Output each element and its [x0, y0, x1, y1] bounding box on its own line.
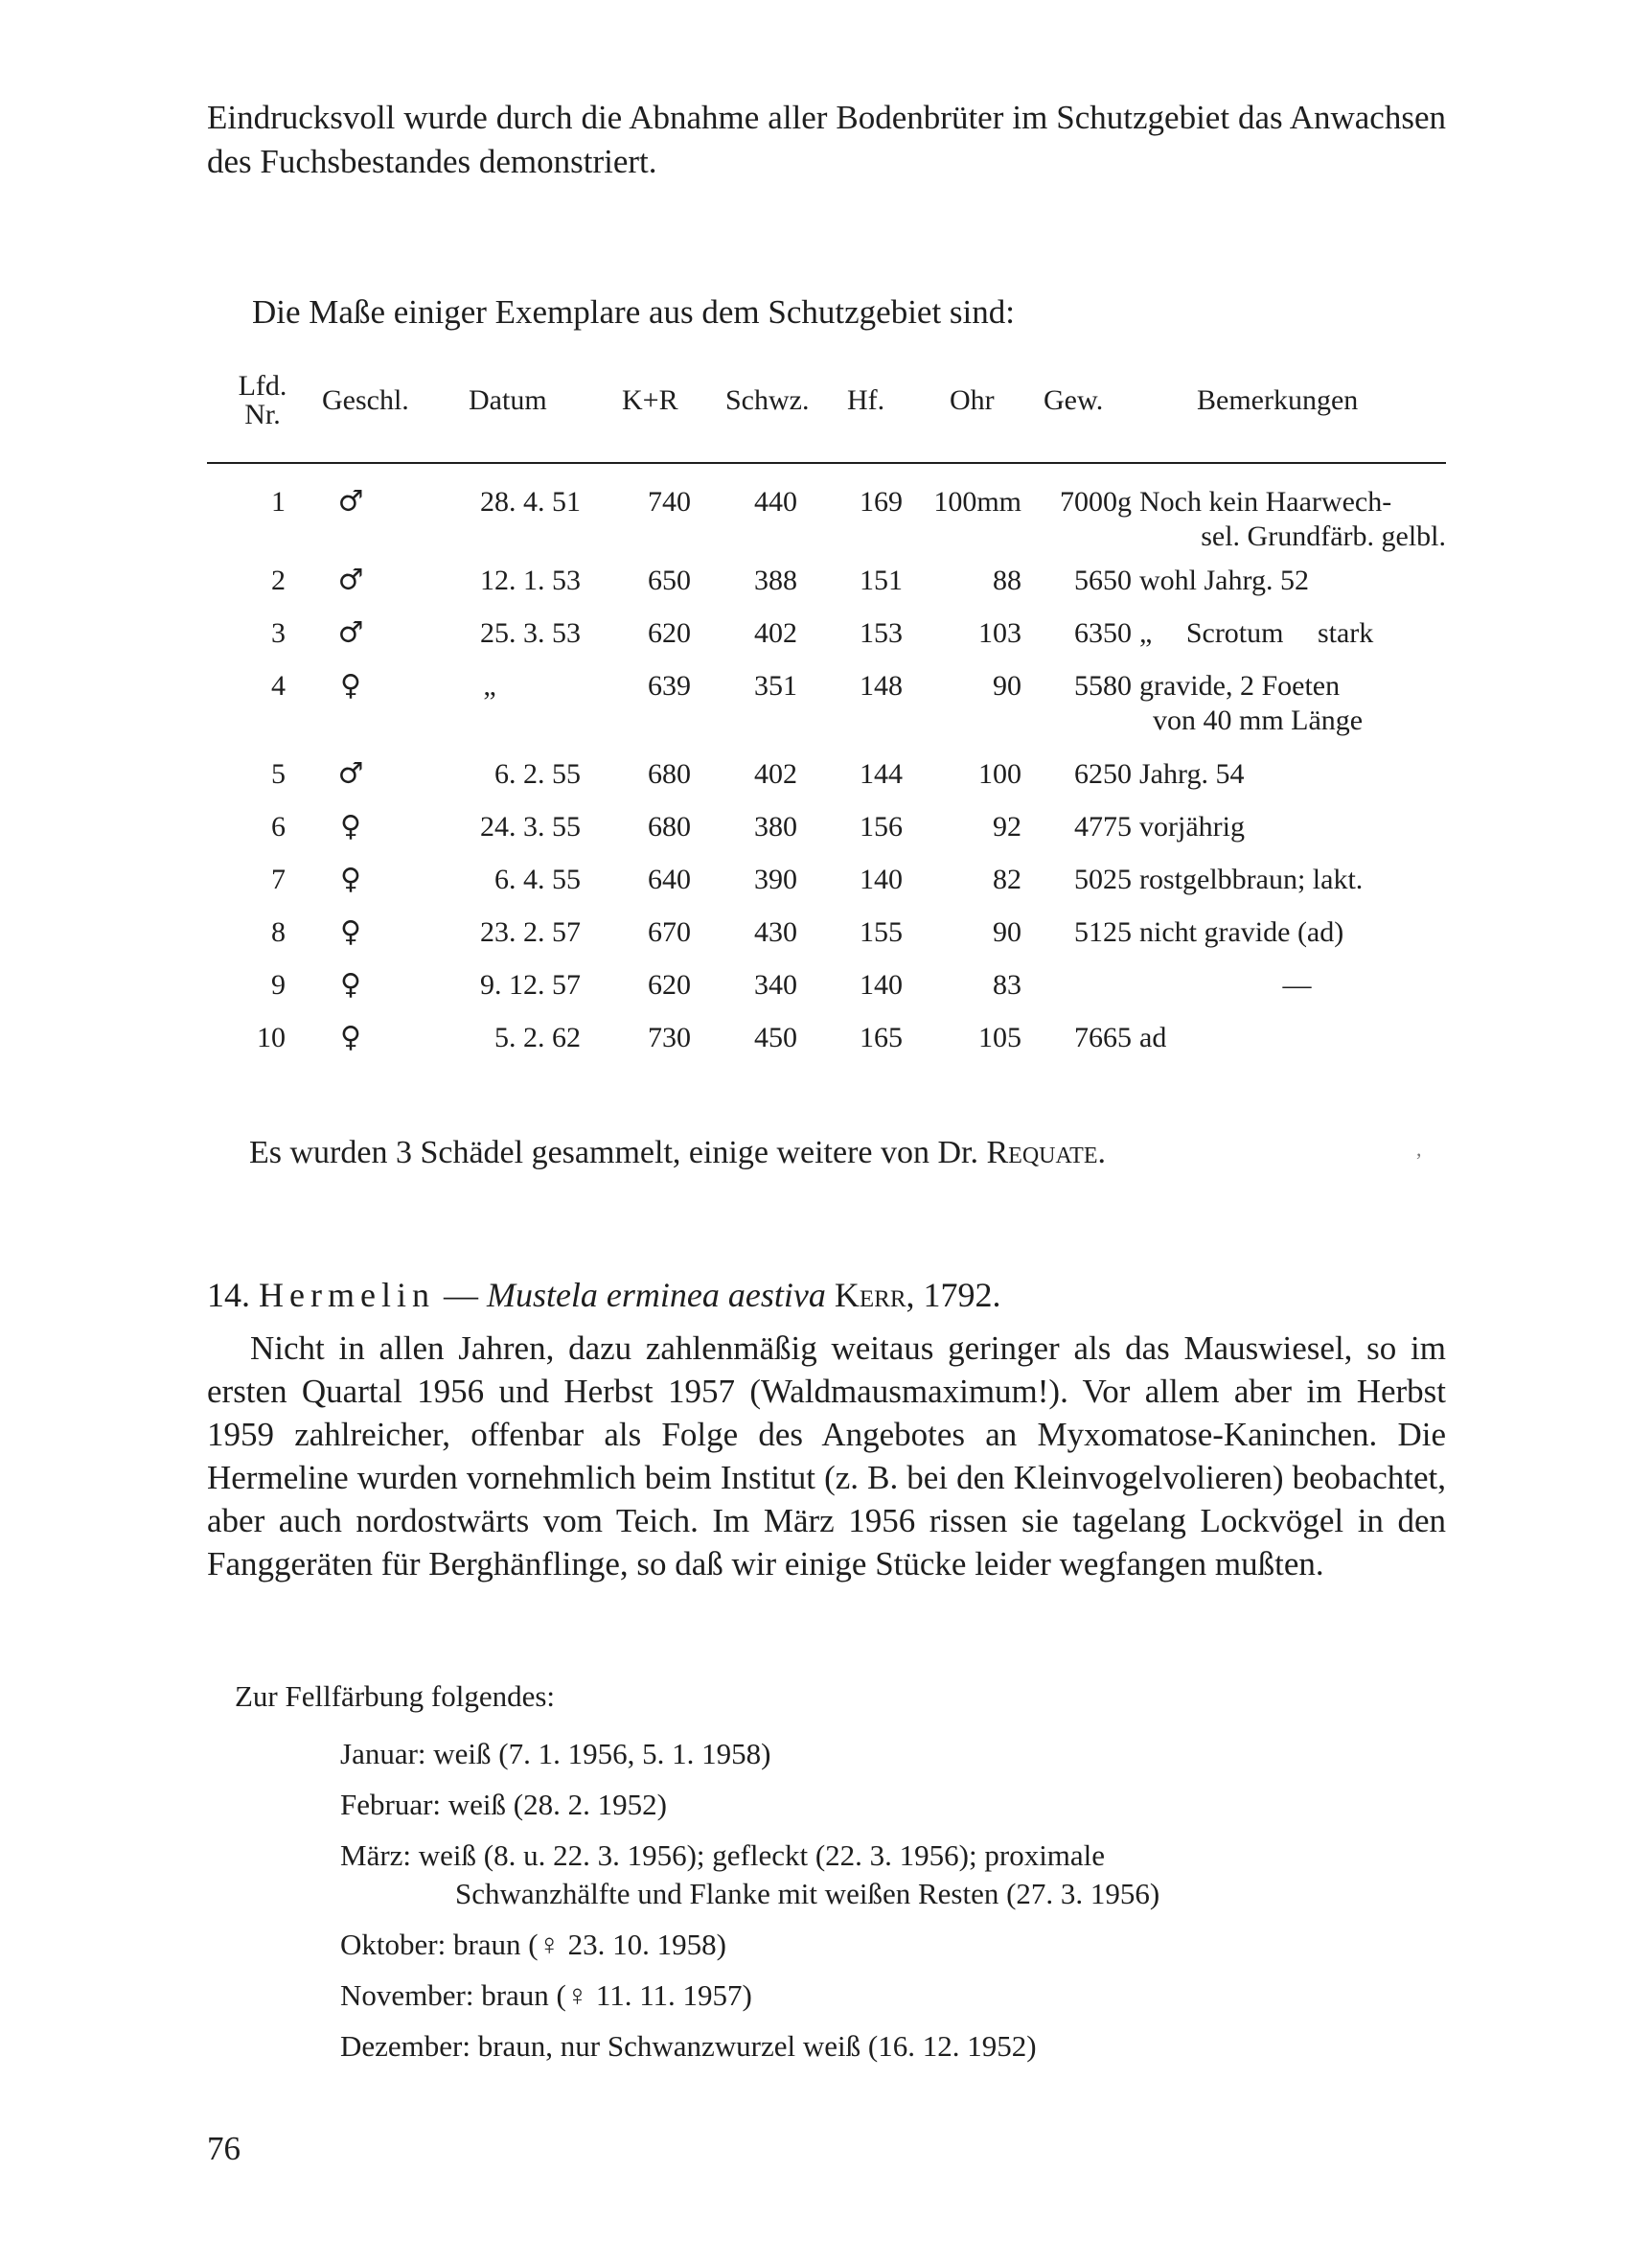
cell-date: 5. 2. 62: [494, 1022, 581, 1053]
header-date: Datum: [469, 384, 547, 416]
intro-paragraph: Eindrucksvoll wurde durch die Abnahme aller Bodenbrüter im Schutzgebiet das Anwachsen des Fuchsbestandes demonstriert.: [207, 99, 1446, 180]
cell-gew: 5025: [1074, 864, 1132, 895]
cell-kr: 730: [648, 1022, 691, 1053]
cell-remarks: nicht gravide (ad): [1139, 916, 1344, 948]
cell-nr: 3: [271, 617, 286, 649]
stray-mark: ,: [1416, 1137, 1422, 1161]
header-lfd-line2: Nr.: [244, 399, 281, 430]
list-item: [340, 1926, 1442, 1964]
cell-kr: 680: [648, 758, 691, 790]
cell-sex: ♀: [340, 863, 361, 896]
cell-schwz: 440: [754, 486, 797, 518]
table-row: [207, 968, 1446, 1021]
cell-nr: 7: [271, 864, 286, 895]
cell-schwz: 390: [754, 864, 797, 895]
header-bem: Bemerkungen: [1197, 384, 1359, 416]
cell-schwz: 402: [754, 758, 797, 790]
collector-name: Requate: [986, 1135, 1098, 1170]
cell-nr: 5: [271, 758, 286, 790]
cell-remarks: Jahrg. 54: [1139, 758, 1245, 790]
cell-nr: 10: [257, 1022, 286, 1053]
list-item: [340, 1976, 1442, 2015]
cell-schwz: 450: [754, 1022, 797, 1053]
cell-nr: 6: [271, 811, 286, 843]
cell-sex: ♀: [340, 669, 361, 703]
header-sex: Geschl.: [322, 384, 409, 416]
table-row: [207, 757, 1446, 810]
list-item-text: Oktober: braun (♀ 23. 10. 1958): [340, 1928, 726, 1961]
table-title: Die Maße einiger Exemplare aus dem Schutzgebiet sind:: [252, 293, 1015, 331]
list-item-text: Dezember: braun, nur Schwanzwurzel weiß (16. 12. 1952): [340, 2029, 1037, 2063]
cell-gew: 4775: [1074, 811, 1132, 843]
cell-hf: 140: [860, 969, 903, 1001]
cell-ohr: 82: [993, 864, 1021, 895]
table-row: [207, 915, 1446, 968]
cell-sex: ♂: [337, 757, 364, 791]
cell-date: 6. 4. 55: [494, 864, 581, 895]
table-row: [207, 616, 1446, 669]
cell-hf: 144: [860, 758, 903, 790]
cell-date: 25. 3. 53: [480, 617, 581, 649]
header-hf: Hf.: [847, 384, 885, 416]
cell-ohr: 92: [993, 811, 1021, 843]
table-row: [207, 863, 1446, 915]
cell-kr: 670: [648, 916, 691, 948]
remark-line-1: Noch kein Haarwech-: [1139, 486, 1392, 518]
cell-kr: 620: [648, 617, 691, 649]
header-gew: Gew.: [1044, 384, 1104, 416]
cell-gew: 5580: [1074, 670, 1132, 702]
remark-line-1: gravide, 2 Foeten: [1139, 670, 1341, 702]
cell-sex: ♂: [337, 616, 364, 650]
cell-date: 12. 1. 53: [480, 565, 581, 596]
cell-hf: 156: [860, 811, 903, 843]
cell-gew: —: [1282, 969, 1312, 1001]
cell-kr: 640: [648, 864, 691, 895]
cell-ohr: 105: [978, 1022, 1021, 1053]
cell-schwz: 388: [754, 565, 797, 596]
cell-nr: 1: [271, 486, 286, 518]
cell-schwz: 340: [754, 969, 797, 1001]
cell-gew: 5650: [1074, 565, 1132, 596]
cell-sex: ♂: [337, 485, 364, 519]
list-item-text: März: weiß (8. u. 22. 3. 1956); gefleckt (22. 3. 1956); proximale: [340, 1838, 1106, 1872]
cell-schwz: 402: [754, 617, 797, 649]
cell-hf: 165: [860, 1022, 903, 1053]
list-item: [340, 1735, 1442, 1773]
cell-kr: 680: [648, 811, 691, 843]
section-heading: [207, 1273, 1001, 1317]
remark-line-2: sel. Grundfärb. gelbl.: [1201, 520, 1446, 552]
cell-ohr: 83: [993, 969, 1021, 1001]
section-number: 14.: [207, 1276, 250, 1314]
cell-remarks: [1139, 669, 1446, 738]
cell-nr: 2: [271, 565, 286, 596]
cell-kr: 639: [648, 670, 691, 702]
list-item-text: Januar: weiß (7. 1. 1956, 5. 1. 1958): [340, 1737, 771, 1770]
cell-gew: 7000g: [1060, 486, 1132, 518]
cell-hf: 140: [860, 864, 903, 895]
table-row: [207, 1021, 1446, 1074]
header-ohr: Ohr: [950, 384, 995, 416]
cell-ohr: 88: [993, 565, 1021, 596]
table-header: [207, 357, 1446, 464]
table-row: [207, 564, 1446, 616]
cell-date: „: [483, 670, 496, 702]
table-body: [207, 485, 1446, 1074]
cell-hf: 148: [860, 670, 903, 702]
cell-sex: ♂: [337, 564, 364, 597]
cell-sex: ♀: [340, 810, 361, 843]
remark-line-2: von 40 mm Länge: [1153, 705, 1364, 736]
cell-remarks: wohl Jahrg. 52: [1139, 565, 1309, 596]
list-item-text: Februar: weiß (28. 2. 1952): [340, 1788, 667, 1821]
cell-date: 9. 12. 57: [480, 969, 581, 1001]
heading-dash: —: [443, 1276, 478, 1314]
skulls-text: Es wurden 3 Schädel gesammelt, einige weitere von Dr.: [249, 1135, 978, 1170]
cell-ohr: 100mm: [933, 486, 1021, 518]
cell-gew: 7665: [1074, 1022, 1132, 1053]
fur-intro: Zur Fellfärbung folgendes:: [235, 1679, 556, 1713]
cell-ohr: 103: [978, 617, 1021, 649]
species-year: , 1792.: [906, 1276, 1001, 1314]
cell-schwz: 380: [754, 811, 797, 843]
cell-remarks: vorjährig: [1139, 811, 1245, 843]
cell-nr: 4: [271, 670, 286, 702]
table-row: [207, 485, 1446, 564]
cell-ohr: 100: [978, 758, 1021, 790]
cell-ohr: 90: [993, 670, 1021, 702]
cell-kr: 740: [648, 486, 691, 518]
cell-remarks: ad: [1139, 1022, 1167, 1053]
cell-remarks: „ Scrotum stark: [1139, 617, 1374, 649]
cell-date: 23. 2. 57: [480, 916, 581, 948]
cell-ohr: 90: [993, 916, 1021, 948]
species-common-name: Hermelin: [259, 1276, 435, 1314]
header-lfd-line1: Lfd.: [238, 370, 287, 402]
skulls-end: .: [1097, 1135, 1106, 1170]
skulls-sentence: [249, 1131, 1488, 1175]
cell-date: 24. 3. 55: [480, 811, 581, 843]
list-item: [340, 1786, 1442, 1824]
header-lfd-nr: [234, 372, 291, 429]
measurements-table: [207, 357, 1446, 1074]
cell-hf: 155: [860, 916, 903, 948]
cell-date: 6. 2. 55: [494, 758, 581, 790]
cell-hf: 153: [860, 617, 903, 649]
cell-nr: 9: [271, 969, 286, 1001]
cell-date: 28. 4. 51: [480, 486, 581, 518]
body-paragraph: Nicht in allen Jahren, dazu zahlenmäßig weitaus geringer als das Mauswiesel, so im ersten Quartal 1956 und Herbst 1957 (Waldmausmaximum!). Vor allem aber im Herbst 1959 zahlreicher, offenbar als Folge des Angebotes an Myxomatose-Kaninchen. Die Hermeline wurden vornehmlich beim Institut (z. B. bei den Kleinvogelvolieren) beobachtet, aber auch nordostwärts vom Teich. Im März 1956 rissen sie tagelang Lockvögel in den Fanggeräten für Berghänflinge, so daß wir einige Stücke leider wegfangen mußten.: [207, 1329, 1446, 1582]
cell-gew: 6250: [1074, 758, 1132, 790]
cell-gew: 6350: [1074, 617, 1132, 649]
cell-sex: ♀: [340, 915, 361, 949]
table-row: [207, 810, 1446, 863]
fur-coloration-list: [340, 1735, 1442, 2078]
cell-kr: 650: [648, 565, 691, 596]
cell-remarks: [1139, 485, 1446, 554]
species-scientific-name: Mustela erminea aestiva: [486, 1276, 826, 1314]
cell-sex: ♀: [340, 968, 361, 1002]
cell-gew: 5125: [1074, 916, 1132, 948]
list-item: [340, 2027, 1442, 2066]
cell-nr: 8: [271, 916, 286, 948]
header-kr: K+R: [622, 384, 678, 416]
table-row: [207, 669, 1446, 757]
cell-kr: 620: [648, 969, 691, 1001]
list-item-continuation: Schwanzhälfte und Flanke mit weißen Resten (27. 3. 1956): [455, 1877, 1160, 1910]
cell-sex: ♀: [340, 1021, 361, 1054]
cell-schwz: 430: [754, 916, 797, 948]
cell-remarks: rostgelbbraun; lakt.: [1139, 864, 1364, 895]
page-number: 76: [207, 2130, 241, 2167]
list-item: [340, 1837, 1442, 1913]
species-author: Kerr: [834, 1276, 906, 1314]
cell-schwz: 351: [754, 670, 797, 702]
cell-hf: 169: [860, 486, 903, 518]
list-item-text: November: braun (♀ 11. 11. 1957): [340, 1978, 752, 2012]
header-schwz: Schwz.: [725, 384, 810, 416]
cell-hf: 151: [860, 565, 903, 596]
